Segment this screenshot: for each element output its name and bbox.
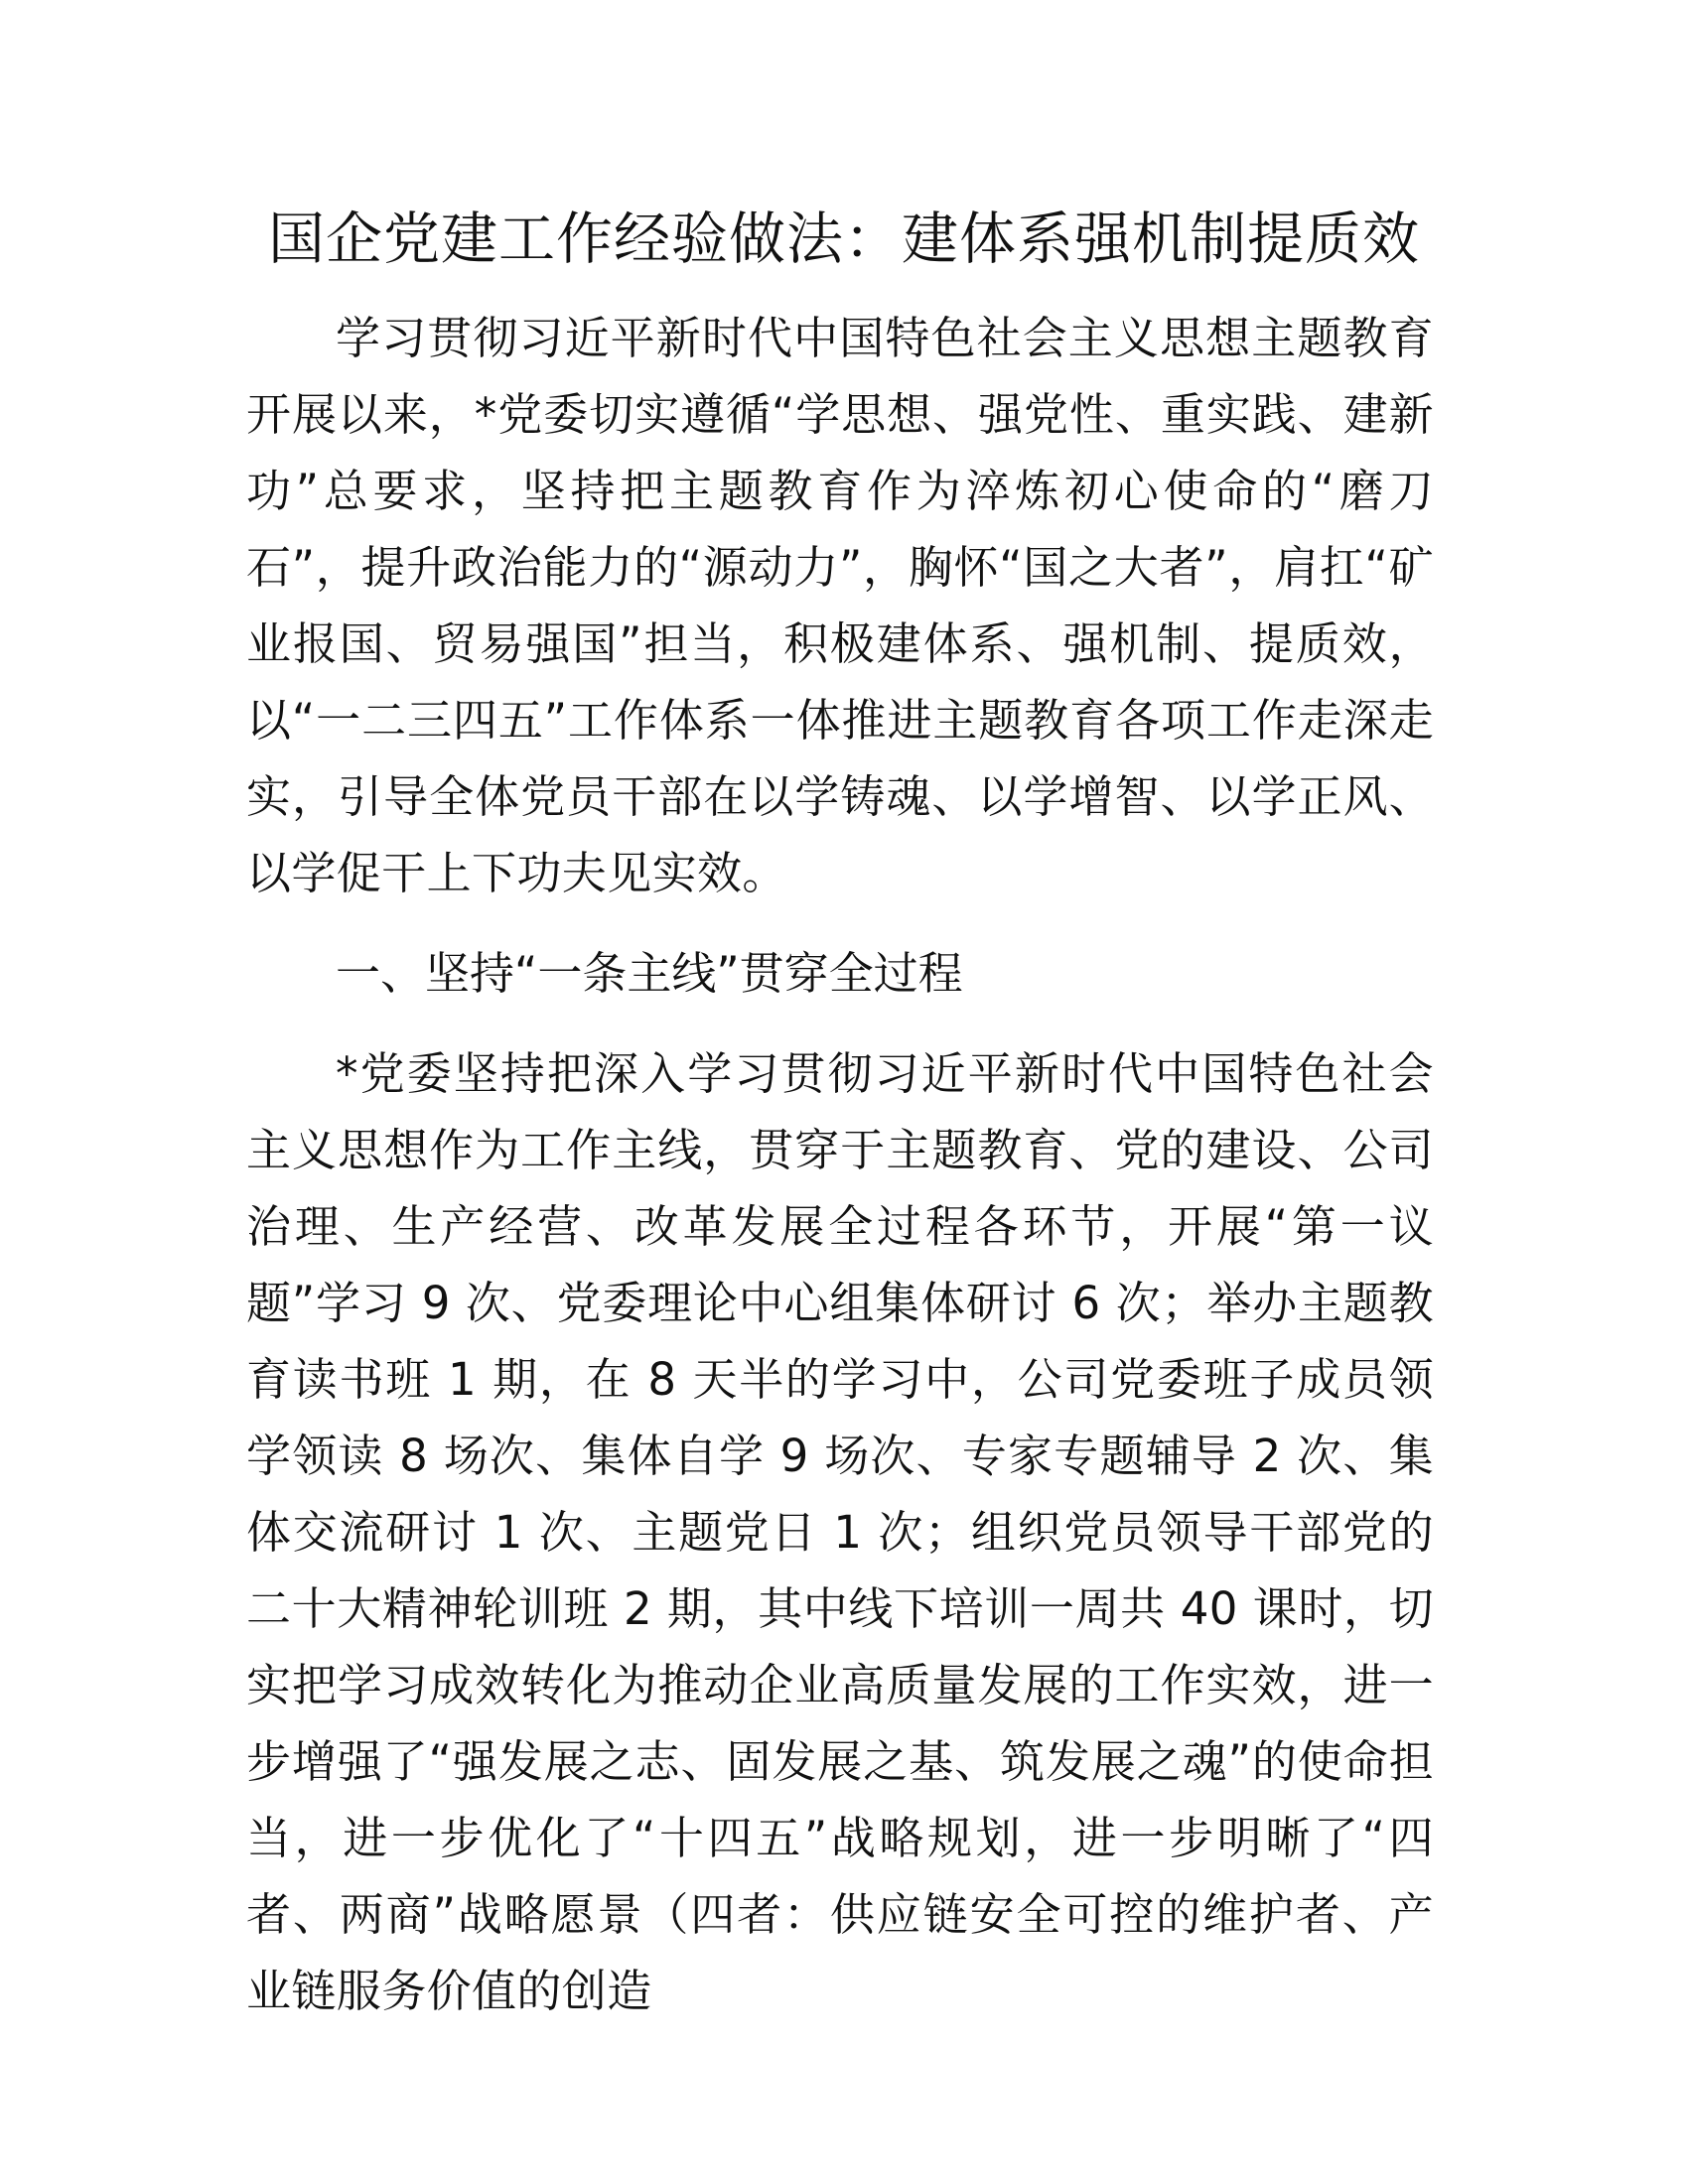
document-title: 国企党建工作经验做法：建体系强机制提质效 bbox=[268, 206, 1420, 272]
document-body bbox=[246, 300, 1434, 2029]
paragraph-gap bbox=[246, 911, 1434, 935]
section-paragraph: *党委坚持把深入学习贯彻习近平新时代中国特色社会主义思想作为工作主线，贯穿于主题教育、党的建设、公司治理、生产经营、改革发展全过程各环节，开展“第一议题”学习 9 次、党委理论中心组集体研讨 6 次；举办主题教育读书班 1 期，在 8 天半的学习中，公司党委班子成员领学领读 8 场次、集体自学 9 场次、专家专题辅导 2 次、集体交流研讨 1 次、主题党日 1 次；组织党员领导干部党的二十大精神轮训班 2 期，其中线下培训一周共 40 课时，切实把学习成效转化为推动企业高质量发展的工作实效，进一步增强了“强发展之志、固发展之基、筑发展之魂”的使命担当，进一步优化了“十四五”战略规划，进一步明晰了“四者、两商”战略愿景（四者：供应链安全可控的维护者、产业链服务价值的创造 bbox=[246, 1047, 1434, 2017]
paragraph-gap bbox=[246, 1012, 1434, 1035]
section-heading: 一、坚持“一条主线”贯穿全过程 bbox=[336, 947, 963, 1000]
intro-paragraph: 学习贯彻习近平新时代中国特色社会主义思想主题教育开展以来，*党委切实遵循“学思想、强党性、重实践、建新功”总要求，坚持把主题教育作为淬炼初心使命的“磨刀石”，提升政治能力的“源动力”，胸怀“国之大者”，肩扛“矿业报国、贸易强国”担当，积极建体系、强机制、提质效，以“一二三四五”工作体系一体推进主题教育各项工作走深走实，引导全体党员干部在以学铸魂、以学增智、以学正风、以学促干上下功夫见实效。 bbox=[246, 312, 1434, 899]
